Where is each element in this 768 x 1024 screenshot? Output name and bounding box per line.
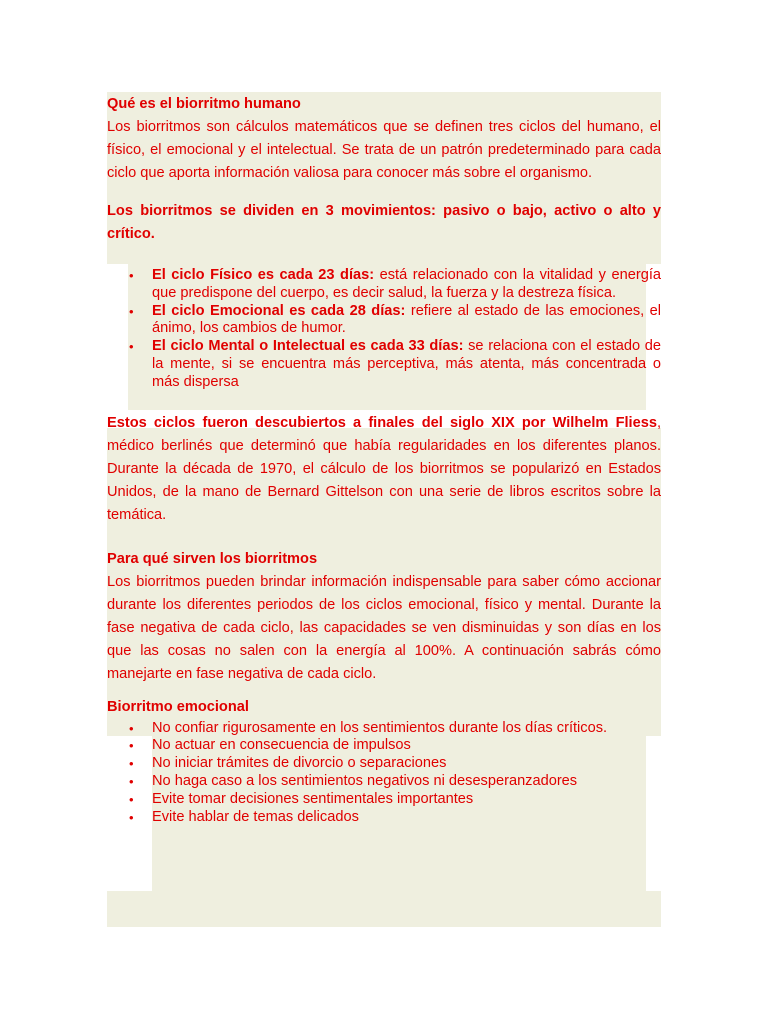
bullet-icon: • xyxy=(129,791,134,807)
cycle-item-emocional xyxy=(107,303,661,339)
bullet-icon: • xyxy=(129,756,134,772)
cycle-text: está relacionado con la vitalidad y energía que predispone del cuerpo, es decir salud, la fuerza y la destreza física. xyxy=(152,267,661,301)
bullet-icon: • xyxy=(129,720,134,736)
bullet-icon: • xyxy=(129,339,134,355)
document-body xyxy=(107,93,661,826)
cycle-label: El ciclo Físico es cada 23 días: xyxy=(152,267,375,284)
highlight-block xyxy=(107,891,661,927)
cycle-text: refiere al estado de las emociones, el ánimo, los cambios de humor. xyxy=(152,302,661,337)
discovery-rest: , médico berlinés que determinó que había regularidades en los diferentes planos. Durante la década de 1970, el cálculo de los biorritmos se popularizó en Estados Unidos, de la mano de Bernard Gittelson con una serie de libros escritos sobre la temática. xyxy=(107,414,661,524)
list-item: • Evite tomar decisiones sentimentales importantes xyxy=(129,790,474,807)
list-item: • No iniciar trámites de divorcio o separaciones xyxy=(129,755,447,772)
bullet-icon: • xyxy=(129,774,134,790)
cycle-label: El ciclo Emocional es cada 28 días: xyxy=(152,302,406,319)
bullet-icon: • xyxy=(129,738,134,754)
cycle-label: El ciclo Mental o Intelectual es cada 33 días: xyxy=(152,338,464,355)
cycles-list xyxy=(107,267,661,392)
list-item: • No confiar rigurosamente en los sentimientos durante los días críticos. xyxy=(129,719,608,736)
movements-paragraph: Los biorritmos se dividen en 3 movimientos: pasivo o bajo, activo o alto y crítico. xyxy=(107,202,661,242)
cycle-item-fisico xyxy=(107,267,661,303)
discovery-bold: Estos ciclos fueron descubiertos a finales del siglo XIX por Wilhelm Fliess xyxy=(107,414,657,431)
section-heading-biorritmo-humano: Qué es el biorritmo humano xyxy=(107,96,301,112)
section-heading-para-que-sirven: Para qué sirven los biorritmos xyxy=(107,550,318,567)
list-item: • No actuar en consecuencia de impulsos xyxy=(129,737,411,754)
discovery-paragraph xyxy=(107,412,661,528)
list-item: • Evite hablar de temas delicados xyxy=(129,808,359,825)
cycle-text: se relaciona con el estado de la mente, si se encuentra más perceptiva, más atenta, más concentrada o más dispersa xyxy=(152,338,661,390)
cycle-item-mental xyxy=(107,338,661,391)
list-item: • No haga caso a los sentimientos negativos ni desesperanzadores xyxy=(129,773,578,790)
bullet-icon: • xyxy=(129,303,134,319)
purpose-paragraph: Los biorritmos pueden brindar información indispensable para saber cómo accionar durante los diferentes periodos de los ciclos emocional, físico y mental. Durante la fase negativa de cada ciclo, las capacidades se ven disminuidas y son días en los que las cosas no salen con la energía al 100%. A continuación sabrás cómo manejarte en fase negativa de cada ciclo. xyxy=(107,573,661,683)
intro-paragraph: Los biorritmos son cálculos matemáticos que se definen tres ciclos del humano, el físico, el emocional y el intelectual. Se trata de un patrón predeterminado para cada ciclo que aporta información valiosa para conocer más sobre el organismo. xyxy=(107,119,661,182)
bullet-icon: • xyxy=(129,809,134,825)
bullet-icon: • xyxy=(129,268,134,284)
section-heading-biorritmo-emocional: Biorritmo emocional xyxy=(107,698,249,715)
emotional-tips-list xyxy=(107,720,661,827)
